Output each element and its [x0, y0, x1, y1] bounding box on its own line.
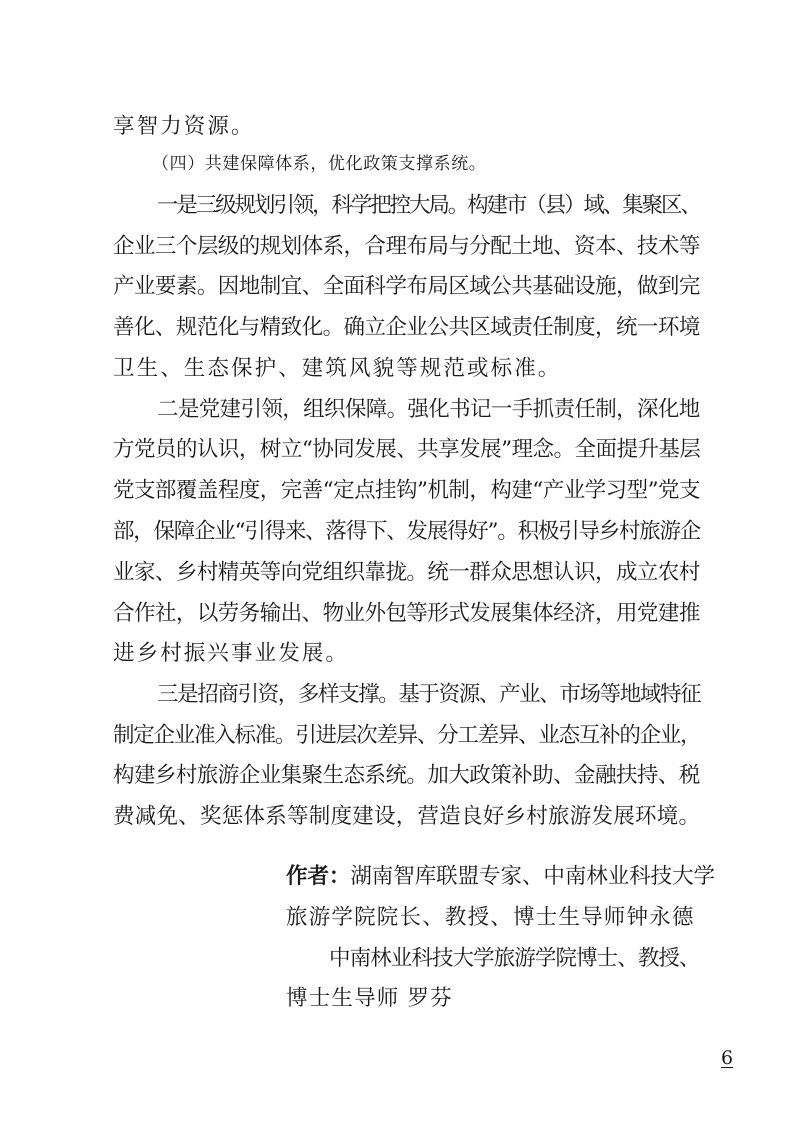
- intro-line: 享智力资源。: [113, 114, 255, 139]
- author-line-3: 中南林业科技大学旅游学院博士、教授、: [329, 946, 700, 971]
- paragraph-line: 党支部覆盖程度，完善“定点挂钩”机制，构建“产业学习型”党支: [113, 478, 700, 503]
- paragraph-line: 一是三级规划引领，科学把控大局。构建市（县）域、集聚区、: [157, 193, 700, 218]
- author-line-4: 博士生导师 罗芬: [286, 986, 453, 1011]
- paragraph-line: 制定企业准入标准。引进层次差异、分工差异、业态互补的企业，: [113, 723, 701, 748]
- paragraph-line: 卫生、生态保护、建筑风貌等规范或标准。: [113, 356, 562, 381]
- author-affiliation-1: 湖南智库联盟专家、中南林业科技大学: [350, 864, 716, 889]
- paragraph-line: 企业三个层级的规划体系，合理布局与分配土地、资本、技术等: [113, 234, 700, 259]
- paragraph-line: 三是招商引资，多样支撑。基于资源、产业、市场等地域特征: [157, 682, 701, 707]
- page-number: 6: [721, 1047, 734, 1069]
- author-line-2: 旅游学院院长、教授、博士生导师钟永德: [286, 905, 695, 930]
- paragraph-line: 进乡村振兴事业发展。: [113, 641, 350, 666]
- paragraph-line: 方党员的认识，树立“协同发展、共享发展”理念。全面提升基层: [113, 437, 701, 462]
- paragraph-line: 业家、乡村精英等向党组织靠拢。统一群众思想认识，成立农村: [113, 560, 700, 585]
- paragraph-line: 合作社，以劳务输出、物业外包等形式发展集体经济，用党建推: [113, 601, 700, 626]
- author-line-1: [286, 864, 715, 890]
- paragraph-line: 产业要素。因地制宜、全面科学布局区域公共基础设施，做到完: [113, 274, 700, 299]
- paragraph-line: 二是党建引领，组织保障。强化书记一手抓责任制，深化地: [157, 397, 700, 422]
- section-heading: （四）共建保障体系，优化政策支撑系统。: [152, 154, 487, 174]
- author-label: 作者：: [286, 864, 351, 889]
- paragraph-line: 构建乡村旅游企业集聚生态系统。加大政策补助、金融扶持、税: [113, 763, 700, 788]
- paragraph-line: 费减免、奖惩体系等制度建设，营造良好乡村旅游发展环境。: [113, 804, 701, 829]
- paragraph-line: 善化、规范化与精致化。确立企业公共区域责任制度，统一环境: [113, 315, 700, 340]
- paragraph-line: 部，保障企业“引得来、落得下、发展得好”。积极引导乡村旅游企: [113, 519, 700, 544]
